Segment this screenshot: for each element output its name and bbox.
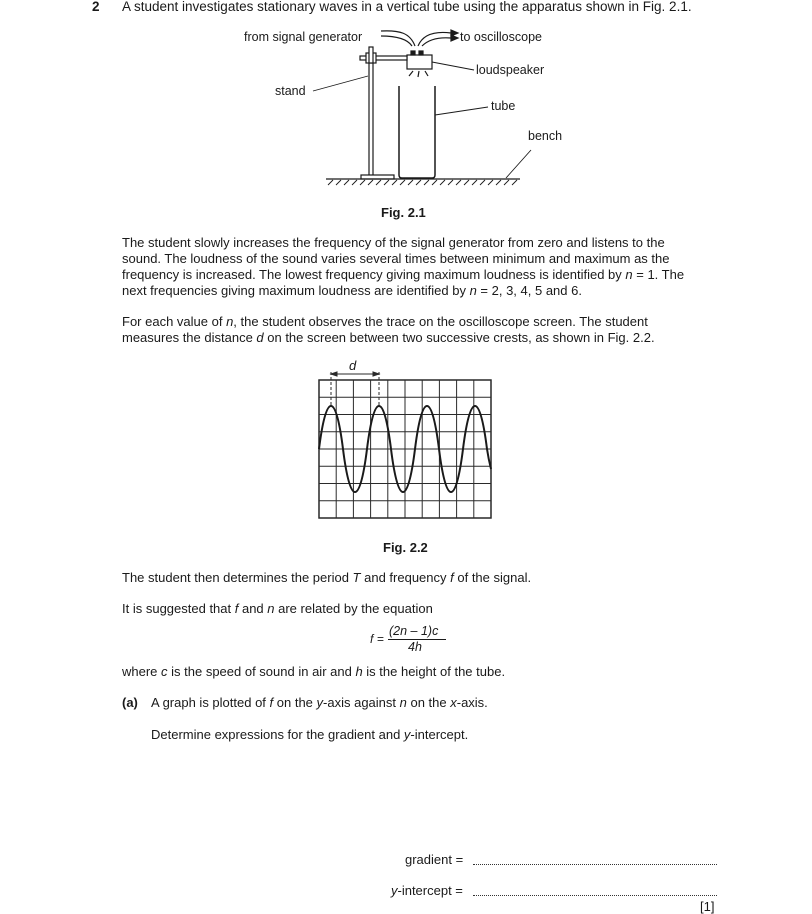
paragraph-1-line-4: next frequencies giving maximum loudness are identified by n = 2, 3, 4, 5 and 6. <box>122 283 582 298</box>
paragraph-where-definitions: where c is the speed of sound in air and h is the height of the tube. <box>122 664 506 679</box>
equation-lhs: f <box>370 632 374 646</box>
part-a-label: (a) <box>122 695 138 710</box>
label-to-oscilloscope: to oscilloscope <box>460 30 542 44</box>
y-intercept-label-y: y <box>391 883 398 898</box>
oscilloscope-grid-and-trace <box>310 355 510 525</box>
question-number: 2 <box>92 0 100 14</box>
question-stem: A student investigates stationary waves in a vertical tube using the apparatus shown in Fig. 2.1. <box>122 0 692 14</box>
label-stand: stand <box>275 84 306 98</box>
label-from-signal-generator: from signal generator <box>244 30 363 44</box>
paragraph-suggested-relation: It is suggested that f and n are related by the equation <box>122 601 433 616</box>
part-a-question-line-1: A graph is plotted of f on the y-axis against n on the x-axis. <box>151 695 488 710</box>
gradient-label: gradient = <box>405 852 464 867</box>
equation-equals: = <box>377 632 385 646</box>
paragraph-2-line-2: measures the distance d on the screen between two successive crests, as shown in Fig. 2.2. <box>122 330 655 345</box>
paragraph-1-line-2: sound. The loudness of the sound varies several times between minimum and maximum as the <box>122 251 670 266</box>
y-intercept-label: -intercept = <box>397 883 463 898</box>
paragraph-frequency-increase <box>122 235 718 299</box>
label-loudspeaker: loudspeaker <box>476 63 545 77</box>
oscilloscope-screen <box>0 0 812 200</box>
paragraph-2-line-1: For each value of n, the student observes the trace on the oscilloscope screen. The student <box>122 314 648 329</box>
marks-allocation: [1] <box>700 899 715 914</box>
figure-2-1-caption: Fig. 2.1 <box>381 205 426 220</box>
label-bench: bench <box>528 129 563 143</box>
gradient-answer-field[interactable] <box>473 852 717 865</box>
paragraph-period-frequency: The student then determines the period T and frequency f of the signal. <box>122 570 532 585</box>
figure-2-2-caption: Fig. 2.2 <box>383 540 428 555</box>
d-label: d <box>349 358 357 373</box>
gradient-answer-row <box>405 852 463 867</box>
paragraph-1-line-1: The student slowly increases the frequency of the signal generator from zero and listens to the <box>122 235 665 250</box>
equation-f <box>370 624 460 658</box>
equation-numerator: (2n – 1)c <box>389 624 439 638</box>
part-a-question-line-2: Determine expressions for the gradient and y-intercept. <box>151 727 469 742</box>
paragraph-oscilloscope-trace <box>122 314 718 346</box>
y-intercept-answer-row <box>391 883 463 898</box>
label-tube: tube <box>491 99 516 113</box>
equation-denominator: 4h <box>408 640 422 654</box>
y-intercept-answer-field[interactable] <box>473 883 717 896</box>
paragraph-1-line-3: frequency is increased. The lowest frequency giving maximum loudness is identified by n = 1. The <box>122 267 685 282</box>
